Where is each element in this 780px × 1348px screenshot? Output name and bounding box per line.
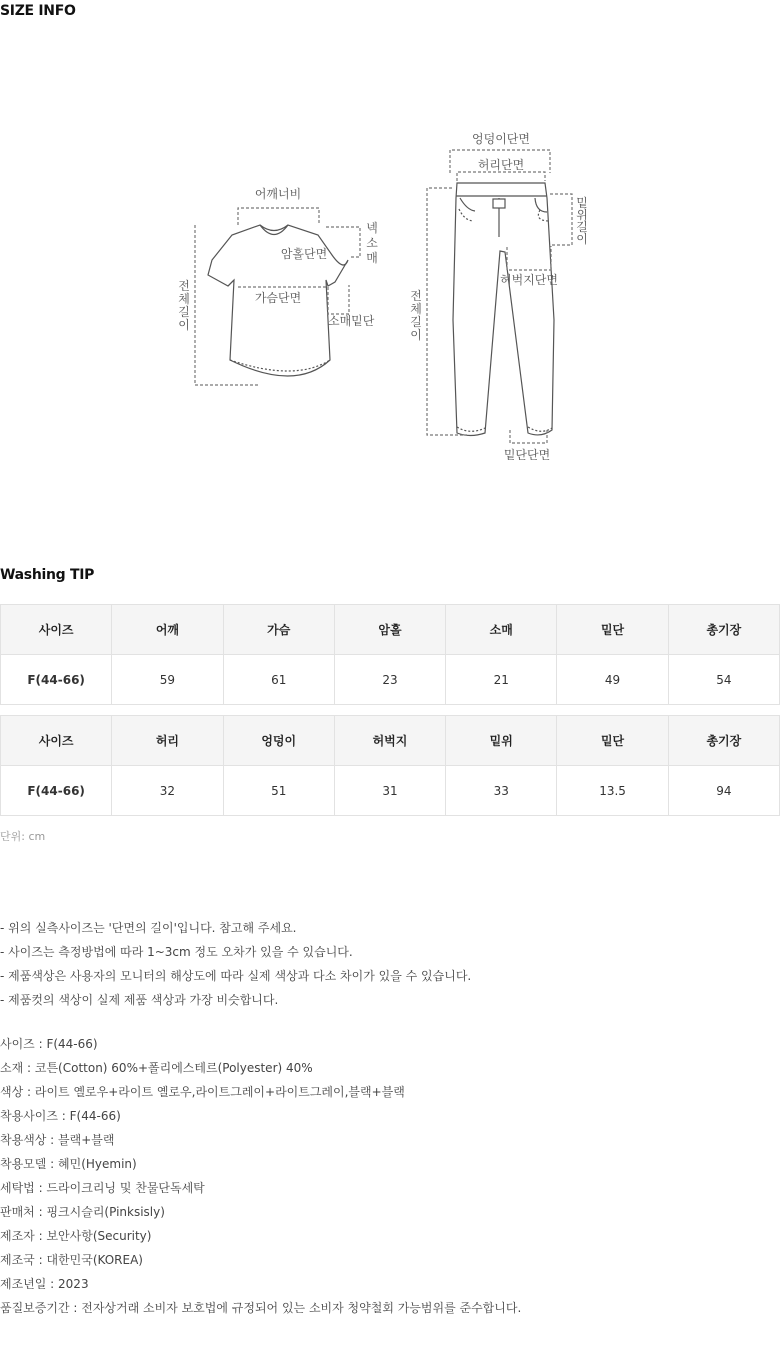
label-hip: 엉덩이단면 (472, 132, 530, 146)
table-cell: 61 (223, 655, 334, 705)
spec-line: 제조자 : 보안사항(Security) (0, 1229, 152, 1243)
table-header: 밑위 (446, 716, 557, 766)
spec-line: 착용사이즈 : F(44-66) (0, 1109, 121, 1123)
spec-line: 착용모델 : 혜민(Hyemin) (0, 1157, 137, 1171)
washing-tip-title: Washing TIP (0, 567, 95, 583)
table-cell: 94 (668, 766, 779, 816)
table-header: 소매 (446, 605, 557, 655)
table-cell: 23 (334, 655, 445, 705)
label-pants-length-2: 체 (410, 302, 422, 316)
table-cell: 51 (223, 766, 334, 816)
label-top-length-3: 길 (178, 305, 190, 319)
spec-line: 제조년일 : 2023 (0, 1277, 89, 1291)
table-cell: 49 (557, 655, 668, 705)
label-rise-1: 밑 (576, 196, 588, 210)
table-header: 사이즈 (1, 605, 112, 655)
bottom-size-table (0, 715, 780, 816)
table-header: 허벅지 (334, 716, 445, 766)
table-header: 사이즈 (1, 716, 112, 766)
note-line: - 위의 실측사이즈는 '단면의 길이'입니다. 참고해 주세요. (0, 921, 297, 935)
table-cell: 33 (446, 766, 557, 816)
spec-line: 사이즈 : F(44-66) (0, 1037, 98, 1051)
label-chest: 가슴단면 (254, 291, 302, 305)
label-top-length-4: 이 (178, 318, 190, 332)
label-neck-sleeve-1: 넥 (366, 221, 378, 235)
label-shoulder: 어깨너비 (254, 187, 302, 201)
note-line: - 사이즈는 측정방법에 따라 1~3cm 정도 오차가 있을 수 있습니다. (0, 945, 353, 959)
table-header: 암홀 (334, 605, 445, 655)
label-waist: 허리단면 (477, 158, 525, 172)
table-header: 어깨 (112, 605, 223, 655)
size-info-title: SIZE INFO (0, 3, 76, 19)
spec-line: 제조국 : 대한민국(KOREA) (0, 1253, 143, 1267)
spec-line: 착용색상 : 블랙+블랙 (0, 1133, 115, 1147)
table-cell: 59 (112, 655, 223, 705)
spec-line: 세탁법 : 드라이크리닝 및 찬물단독세탁 (0, 1181, 205, 1195)
table-header: 허리 (112, 716, 223, 766)
table-cell: 31 (334, 766, 445, 816)
table-cell: 32 (112, 766, 223, 816)
label-armhole: 암홀단면 (280, 247, 328, 261)
table-cell: 21 (446, 655, 557, 705)
table-header-row (1, 716, 780, 766)
table-row (1, 766, 780, 816)
note-line: - 제품컷의 색상이 실제 제품 색상과 가장 비슷합니다. (0, 993, 279, 1007)
table-cell: 13.5 (557, 766, 668, 816)
label-rise-4: 이 (576, 232, 588, 246)
label-pants-length-3: 길 (410, 315, 422, 329)
label-top-length-2: 체 (178, 292, 190, 306)
product-specs (0, 1032, 521, 1320)
pants-illustration (453, 183, 554, 436)
label-thigh: 허벅지단면 (500, 273, 558, 287)
table-header-row (1, 605, 780, 655)
label-rise-2: 위 (576, 208, 588, 222)
table-row (1, 655, 780, 705)
label-top-length-1: 전 (178, 279, 190, 293)
notes-list (0, 916, 471, 1012)
table-cell: 54 (668, 655, 779, 705)
table-header: 밑단 (557, 716, 668, 766)
table-header: 총기장 (668, 716, 779, 766)
size-measurement-diagram (150, 120, 620, 480)
label-pants-length-1: 전 (410, 289, 422, 303)
label-rise-3: 길 (576, 220, 588, 234)
table-header: 총기장 (668, 605, 779, 655)
unit-note: 단위: cm (0, 830, 46, 843)
spec-line: 판매처 : 핑크시슬리(Pinksisly) (0, 1205, 165, 1219)
spec-line: 소재 : 코튼(Cotton) 60%+폴리에스테르(Polyester) 40% (0, 1061, 313, 1075)
table-header: 가슴 (223, 605, 334, 655)
label-hem: 밑단단면 (503, 448, 551, 462)
table-cell: F(44-66) (1, 655, 112, 705)
label-neck-sleeve-3: 매 (366, 251, 378, 265)
spec-line: 색상 : 라이트 옐로우+라이트 옐로우,라이트그레이+라이트그레이,블랙+블랙 (0, 1085, 405, 1099)
top-size-table (0, 604, 780, 705)
label-pants-length-4: 이 (410, 328, 422, 342)
spec-line: 품질보증기간 : 전자상거래 소비자 보호법에 규정되어 있는 소비자 청약철회 가능범위를 준수합니다. (0, 1301, 522, 1315)
label-neck-sleeve-2: 소 (366, 236, 378, 250)
label-sleeve-hem: 소매밑단 (328, 314, 375, 328)
note-line: - 제품색상은 사용자의 모니터의 해상도에 따라 실제 색상과 다소 차이가 있을 수 있습니다. (0, 969, 472, 983)
table-header: 밑단 (557, 605, 668, 655)
table-cell: F(44-66) (1, 766, 112, 816)
table-header: 엉덩이 (223, 716, 334, 766)
